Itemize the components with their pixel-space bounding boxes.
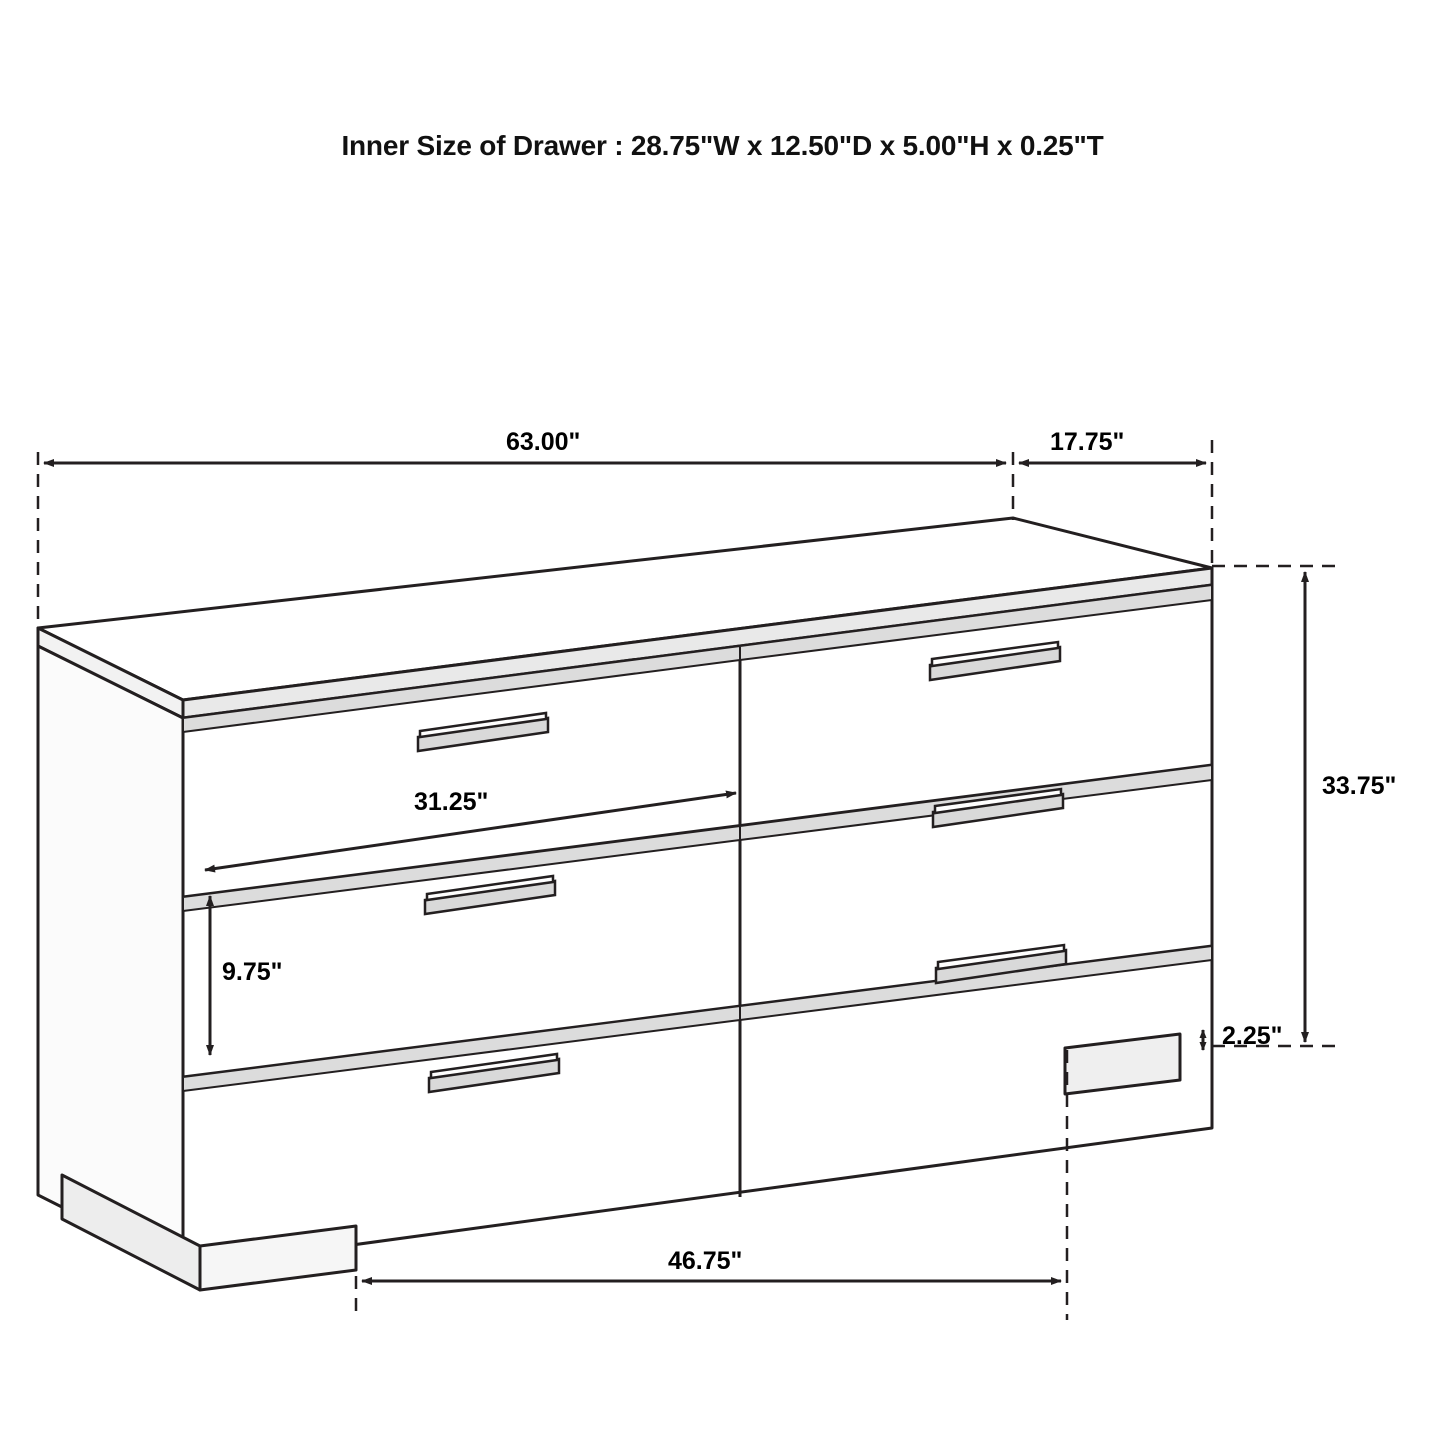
dim-label-base-width: 46.75" — [668, 1247, 743, 1275]
dim-label-drawer-height: 9.75" — [222, 958, 283, 986]
dim-label-width: 63.00" — [506, 428, 581, 456]
dim-label-drawer-width: 31.25" — [414, 788, 489, 816]
dim-label-plinth-height: 2.25" — [1222, 1022, 1283, 1050]
dim-label-height: 33.75" — [1322, 772, 1397, 800]
page-title: Inner Size of Drawer : 28.75"W x 12.50"D x 5.00"H x 0.25"T — [341, 130, 1104, 161]
dim-label-depth: 17.75" — [1050, 428, 1125, 456]
left-side-panel — [38, 646, 183, 1268]
